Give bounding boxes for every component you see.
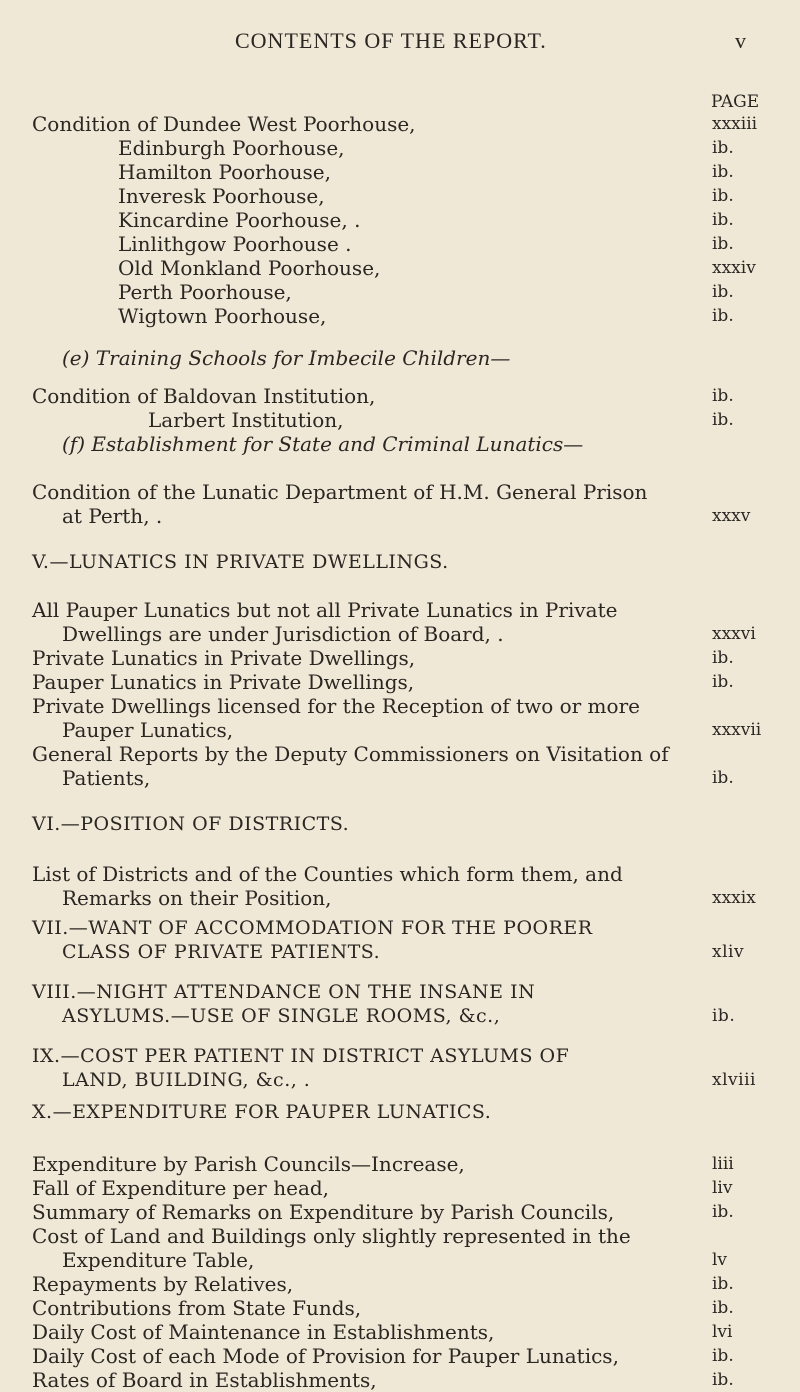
toc-entry: Larbert Institution, ib.	[148, 408, 734, 432]
section-heading: VIII.—NIGHT ATTENDANCE ON THE INSANE IN	[32, 981, 536, 1003]
section-heading: ASYLUMS.—USE OF SINGLE ROOMS, &c., ib.	[62, 1005, 736, 1027]
section-heading: CLASS OF PRIVATE PATIENTS. xliv	[62, 941, 745, 963]
toc-entry: Repayments by Relatives, ib.	[32, 1272, 734, 1296]
toc-entry: Wigtown Poorhouse, ib.	[118, 304, 734, 328]
toc-entry: Edinburgh Poorhouse, ib.	[118, 136, 734, 160]
toc-entry: Old Monkland Poorhouse, xxxiv	[118, 256, 756, 280]
section-heading: VII.—WANT OF ACCOMMODATION FOR THE POORER	[32, 917, 593, 939]
toc-entry: Inveresk Poorhouse, ib.	[118, 184, 734, 208]
header-title: CONTENTS OF THE REPORT.	[235, 28, 547, 53]
toc-entry: Summary of Remarks on Expenditure by Parish Councils, ib.	[32, 1200, 734, 1224]
toc-entry: Daily Cost of Maintenance in Establishments, lvi	[32, 1320, 733, 1344]
toc-entry: Contributions from State Funds, ib.	[32, 1296, 734, 1320]
section-heading: VI.—POSITION OF DISTRICTS.	[32, 813, 350, 835]
toc-entry: General Reports by the Deputy Commissioners on Visitation of	[32, 742, 669, 766]
toc-entry: Pauper Lunatics in Private Dwellings, ib.	[32, 670, 734, 694]
toc-entry: Expenditure by Parish Councils—Increase, liii	[32, 1152, 734, 1176]
toc-entry: Cost of Land and Buildings only slightly represented in the	[32, 1224, 631, 1248]
section-heading: LAND, BUILDING, &c., . xlviii	[62, 1069, 756, 1091]
toc-entry: List of Districts and of the Counties which form them, and	[32, 862, 623, 886]
section-heading: X.—EXPENDITURE FOR PAUPER LUNATICS.	[32, 1101, 492, 1123]
toc-entry: Private Dwellings licensed for the Reception of two or more	[32, 694, 640, 718]
header-page-number: v	[735, 28, 747, 53]
toc-entry: Rates of Board in Establishments, ib.	[32, 1368, 734, 1392]
toc-entry: at Perth, . xxxv	[62, 504, 751, 528]
section-heading: IX.—COST PER PATIENT IN DISTRICT ASYLUMS OF	[32, 1045, 570, 1067]
running-header	[0, 28, 800, 52]
toc-entry: Hamilton Poorhouse, ib.	[118, 160, 734, 184]
toc-entry: Condition of Baldovan Institution, ib.	[32, 384, 734, 408]
toc-entry: Expenditure Table, lv	[62, 1248, 728, 1272]
page-column-label: PAGE	[711, 92, 760, 112]
toc-entry: Condition of Dundee West Poorhouse, xxxiii	[32, 112, 758, 136]
section-subheading: (e) Training Schools for Imbecile Children—	[62, 346, 511, 370]
toc-entry: Remarks on their Position, xxxix	[62, 886, 756, 910]
section-heading: V.—LUNATICS IN PRIVATE DWELLINGS.	[32, 551, 449, 573]
toc-entry: Daily Cost of each Mode of Provision for Pauper Lunatics, ib.	[32, 1344, 734, 1368]
toc-entry: Kincardine Poorhouse, . ib.	[118, 208, 734, 232]
toc-entry: Dwellings are under Jurisdiction of Board, . xxxvi	[62, 622, 756, 646]
toc-entry: Linlithgow Poorhouse . ib.	[118, 232, 734, 256]
section-subheading: (f) Establishment for State and Criminal Lunatics—	[62, 432, 584, 456]
toc-entry: Fall of Expenditure per head, liv	[32, 1176, 733, 1200]
contents-list	[0, 112, 800, 1392]
toc-entry: Patients, ib.	[62, 766, 734, 790]
toc-entry: Perth Poorhouse, ib.	[118, 280, 734, 304]
toc-entry: Condition of the Lunatic Department of H.M. General Prison	[32, 480, 648, 504]
toc-entry: Pauper Lunatics, xxxvii	[62, 718, 762, 742]
toc-entry: All Pauper Lunatics but not all Private Lunatics in Private	[32, 598, 618, 622]
toc-entry: Private Lunatics in Private Dwellings, ib.	[32, 646, 734, 670]
